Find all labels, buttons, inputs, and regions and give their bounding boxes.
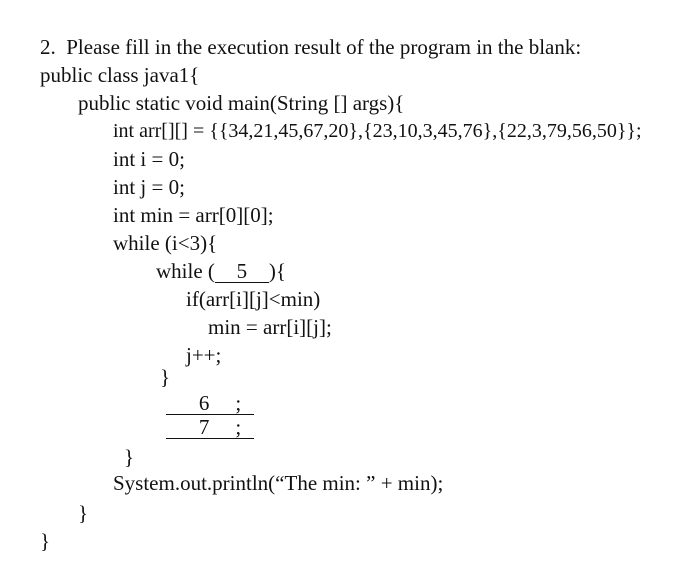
code-close-outer: } xyxy=(124,445,135,469)
code-j-decl: int j = 0; xyxy=(113,175,185,199)
code-j-increment: j++; xyxy=(186,343,222,367)
answer-blank-7-value: 7 xyxy=(198,415,210,439)
question-prompt: Please fill in the execution result of the program in the blank: xyxy=(66,35,582,59)
question-header xyxy=(40,34,581,60)
question-number: 2. xyxy=(40,35,56,59)
code-close-inner: } xyxy=(160,365,171,389)
code-min-decl: int min = arr[0][0]; xyxy=(113,203,274,227)
code-close-class: } xyxy=(40,529,51,553)
answer-line-7 xyxy=(166,414,254,440)
answer-blank-7 xyxy=(166,416,254,439)
code-main-decl: public static void main(String [] args){ xyxy=(78,91,405,115)
answer-blank-7-semicolon: ; xyxy=(235,415,242,439)
code-println: System.out.println(“The min: ” + min); xyxy=(113,471,444,495)
answer-blank-6-semicolon: ; xyxy=(235,391,242,415)
answer-blank-6 xyxy=(166,392,254,415)
code-assign-min: min = arr[i][j]; xyxy=(208,315,332,339)
code-close-main: } xyxy=(78,501,89,525)
code-arr-decl: int arr[][] = {{34,21,45,67,20},{23,10,3,45,76},{22,3,79,56,50}}; xyxy=(113,120,642,142)
answer-blank-6-value: 6 xyxy=(198,391,210,415)
code-inner-while xyxy=(156,258,286,284)
inner-while-prefix: while ( xyxy=(156,259,215,283)
code-outer-while: while (i<3){ xyxy=(113,231,218,255)
answer-line-6 xyxy=(166,390,254,416)
code-i-decl: int i = 0; xyxy=(113,147,185,171)
inner-while-suffix: ){ xyxy=(268,259,286,283)
answer-blank-5-value: 5 xyxy=(236,259,248,283)
answer-blank-5 xyxy=(215,260,269,283)
code-if-stmt: if(arr[i][j]<min) xyxy=(186,287,321,311)
code-class-decl: public class java1{ xyxy=(40,63,200,87)
